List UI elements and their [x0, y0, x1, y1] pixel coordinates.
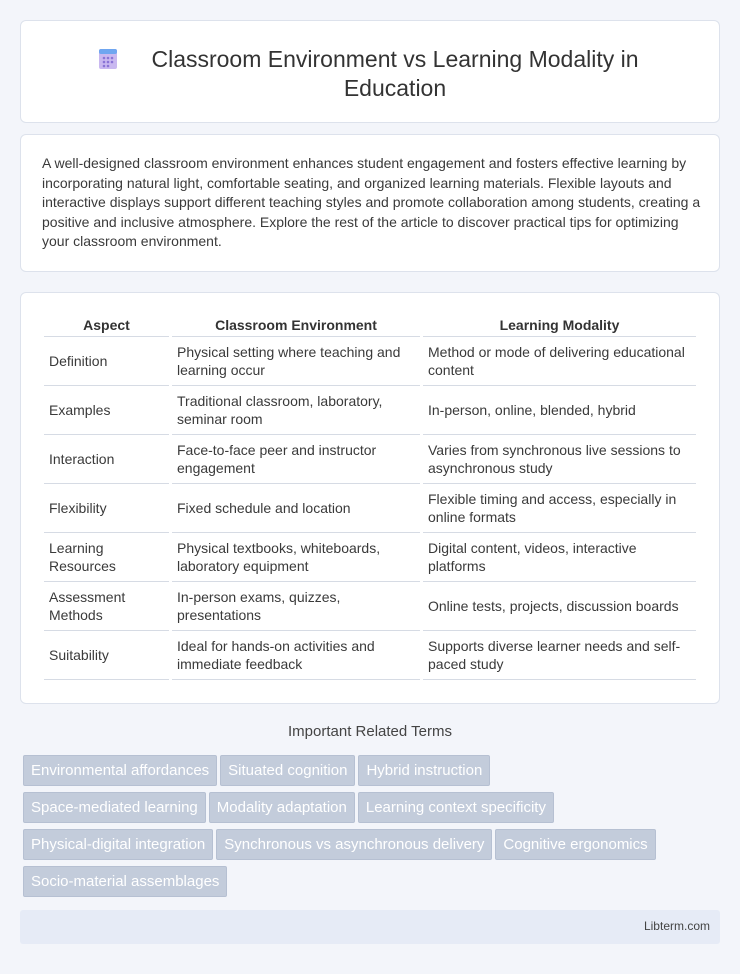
table-row	[44, 582, 696, 631]
related-terms-list	[23, 755, 713, 903]
related-term-tag[interactable]: Socio-material assemblages	[23, 866, 227, 897]
related-term-tag[interactable]: Modality adaptation	[209, 792, 355, 823]
table-cell: Face-to-face peer and instructor engagement	[172, 435, 420, 484]
table-cell: Online tests, projects, discussion boards	[423, 582, 696, 631]
footer	[20, 910, 720, 944]
table-cell: Learning Resources	[44, 533, 169, 582]
table-cell: Varies from synchronous live sessions to asynchronous study	[423, 435, 696, 484]
table-cell: In-person, online, blended, hybrid	[423, 386, 696, 435]
table-cell: In-person exams, quizzes, presentations	[172, 582, 420, 631]
table-cell: Suitability	[44, 631, 169, 680]
table-cell: Physical textbooks, whiteboards, laboratory equipment	[172, 533, 420, 582]
comparison-table-card	[20, 292, 720, 704]
related-term-tag[interactable]: Learning context specificity	[358, 792, 554, 823]
header-aspect: Aspect	[44, 315, 169, 337]
tag-row	[23, 866, 713, 903]
header-classroom-environment: Classroom Environment	[172, 315, 420, 337]
intro-card	[20, 134, 720, 272]
table-cell: Method or mode of delivering educational content	[423, 337, 696, 386]
table-row	[44, 484, 696, 533]
table-header-row	[44, 315, 696, 337]
table-cell: Ideal for hands-on activities and immediate feedback	[172, 631, 420, 680]
related-term-tag[interactable]: Physical-digital integration	[23, 829, 213, 860]
table-row	[44, 337, 696, 386]
comparison-table	[41, 315, 699, 680]
related-terms-title: Important Related Terms	[288, 723, 452, 740]
table-cell: Physical setting where teaching and learning occur	[172, 337, 420, 386]
table-row	[44, 386, 696, 435]
table-cell: Assessment Methods	[44, 582, 169, 631]
related-term-tag[interactable]: Hybrid instruction	[358, 755, 490, 786]
table-cell: Interaction	[44, 435, 169, 484]
related-term-tag[interactable]: Situated cognition	[220, 755, 355, 786]
table-cell: Examples	[44, 386, 169, 435]
table-cell: Supports diverse learner needs and self-paced study	[423, 631, 696, 680]
related-term-tag[interactable]: Cognitive ergonomics	[495, 829, 655, 860]
table-row	[44, 435, 696, 484]
table-cell: Digital content, videos, interactive platforms	[423, 533, 696, 582]
related-term-tag[interactable]: Space-mediated learning	[23, 792, 206, 823]
table-cell: Definition	[44, 337, 169, 386]
related-term-tag[interactable]: Environmental affordances	[23, 755, 217, 786]
footer-site-link[interactable]: Libterm.com	[643, 919, 710, 933]
page-title: Classroom Environment vs Learning Modality in Education	[151, 46, 639, 101]
table-cell: Traditional classroom, laboratory, seminar room	[172, 386, 420, 435]
title-card	[20, 20, 720, 123]
table-cell: Fixed schedule and location	[172, 484, 420, 533]
intro-paragraph: A well-designed classroom environment enhances student engagement and fosters effective learning by incorporating natural light, comfortable seating, and organized learning materials. Flexible layouts and interactive displays support different teaching styles and promote collaboration among students, creating a positive and inclusive atmosphere. Explore the rest of the article to discover practical tips for optimizing your classroom environment.	[42, 155, 701, 249]
related-term-tag[interactable]: Synchronous vs asynchronous delivery	[216, 829, 492, 860]
table-cell: Flexible timing and access, especially in online formats	[423, 484, 696, 533]
tag-row	[23, 755, 713, 792]
tag-row	[23, 792, 713, 829]
table-cell: Flexibility	[44, 484, 169, 533]
header-learning-modality: Learning Modality	[423, 315, 696, 337]
table-row	[44, 533, 696, 582]
table-row	[44, 631, 696, 680]
tag-row	[23, 829, 713, 866]
